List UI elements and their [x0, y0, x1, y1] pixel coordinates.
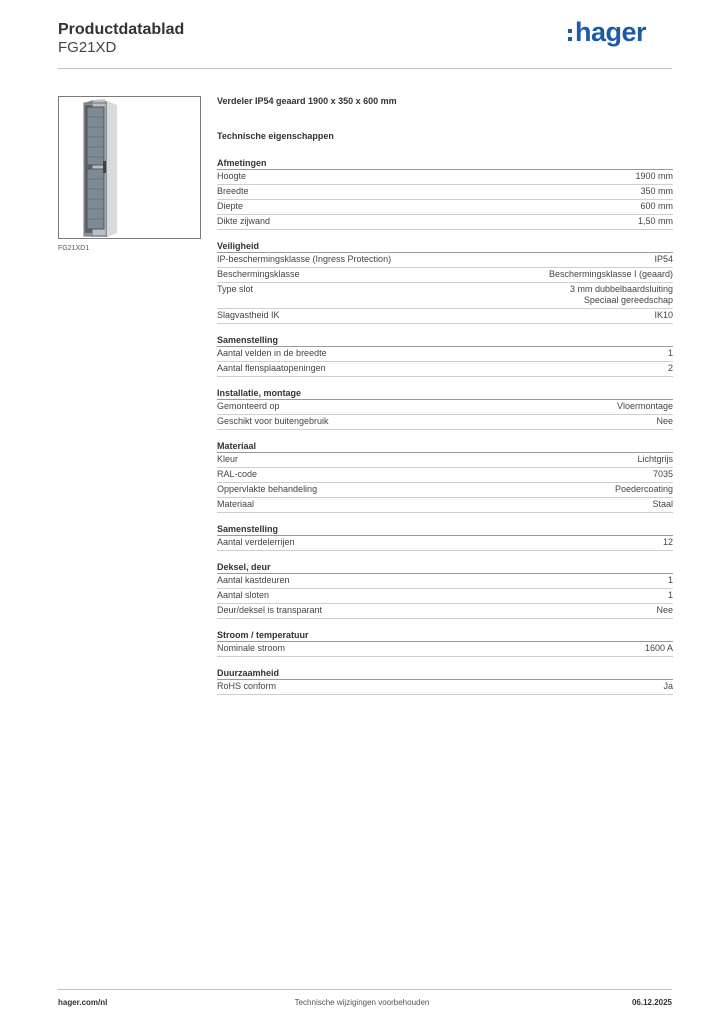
footer-notice: Technische wijzigingen voorbehouden — [294, 998, 430, 1007]
spec-label: Aantal kastdeuren — [217, 575, 290, 585]
spec-content — [217, 96, 673, 705]
product-image — [58, 96, 201, 239]
spec-label: Aantal flensplaatopeningen — [217, 363, 326, 373]
spec-row — [217, 483, 673, 498]
spec-value-line: Vloermontage — [616, 401, 673, 411]
spec-label: Oppervlakte behandeling — [217, 484, 318, 494]
spec-row — [217, 347, 673, 362]
spec-row — [217, 253, 673, 268]
spec-value-line: Ja — [663, 681, 673, 691]
spec-value — [654, 254, 673, 265]
spec-label: RoHS conform — [217, 681, 277, 691]
spec-value — [645, 643, 673, 654]
spec-value-line: IP54 — [654, 254, 673, 264]
spec-section — [217, 387, 673, 430]
spec-section — [217, 334, 673, 377]
spec-label: Deur/deksel is transparant — [217, 605, 323, 615]
spec-label: RAL-code — [217, 469, 258, 479]
spec-row — [217, 170, 673, 185]
spec-row — [217, 498, 673, 513]
spec-value — [635, 171, 673, 182]
spec-label: Beschermingsklasse — [217, 269, 300, 279]
spec-label: Materiaal — [217, 499, 255, 509]
spec-value-line: 1600 A — [644, 643, 673, 653]
spec-value — [663, 537, 673, 548]
hager-logo — [568, 17, 646, 47]
spec-value — [640, 201, 673, 212]
spec-label: Gemonteerd op — [217, 401, 280, 411]
spec-value — [663, 681, 673, 692]
section-title: Stroom / temperatuur — [217, 629, 673, 642]
spec-row — [217, 268, 673, 283]
spec-label: Dikte zijwand — [217, 216, 271, 226]
spec-label: Aantal sloten — [217, 590, 270, 600]
section-title: Samenstelling — [217, 523, 673, 536]
spec-value — [638, 216, 673, 227]
spec-section — [217, 440, 673, 513]
spec-value-line: Speciaal gereedschap — [583, 295, 673, 305]
spec-section — [217, 523, 673, 551]
spec-value-line: 3 mm dubbelbaardsluiting — [569, 284, 673, 294]
section-title: Materiaal — [217, 440, 673, 453]
spec-row — [217, 574, 673, 589]
spec-value-line: 7035 — [652, 469, 673, 479]
spec-value — [637, 454, 673, 465]
spec-label: Diepte — [217, 201, 244, 211]
spec-row — [217, 468, 673, 483]
spec-value-line: 1 — [667, 590, 673, 600]
spec-value-line: 1 — [667, 575, 673, 585]
spec-label: Aantal verdelerrijen — [217, 537, 295, 547]
spec-value-line: Nee — [656, 605, 673, 615]
section-title: Deksel, deur — [217, 561, 673, 574]
header-divider — [58, 68, 672, 69]
section-title: Samenstelling — [217, 334, 673, 347]
spec-label: Type slot — [217, 284, 254, 294]
logo-text: hager — [575, 17, 647, 47]
spec-label: Hoogte — [217, 171, 247, 181]
spec-value — [640, 186, 673, 197]
spec-value-line: Nee — [656, 416, 673, 426]
spec-value-line: Lichtgrijs — [637, 454, 673, 464]
spec-row — [217, 215, 673, 230]
spec-row — [217, 680, 673, 695]
spec-section — [217, 240, 673, 324]
spec-value — [668, 575, 673, 586]
footer-date: 06.12.2025 — [631, 998, 672, 1007]
spec-label: Breedte — [217, 186, 249, 196]
spec-value — [652, 499, 673, 510]
spec-value — [654, 310, 673, 321]
spec-section — [217, 157, 673, 230]
spec-label: Kleur — [217, 454, 239, 464]
spec-label: Nominale stroom — [217, 643, 286, 653]
logo-dots-icon — [568, 29, 572, 41]
spec-row — [217, 604, 673, 619]
spec-sections — [217, 157, 673, 695]
spec-section — [217, 561, 673, 619]
footer-website[interactable]: hager.com/nl — [58, 998, 108, 1007]
spec-value-line: 1900 mm — [635, 171, 673, 181]
spec-section — [217, 629, 673, 657]
spec-row — [217, 536, 673, 551]
spec-row — [217, 362, 673, 377]
spec-row — [217, 400, 673, 415]
section-title: Veiligheid — [217, 240, 673, 253]
spec-label: Slagvastheid IK — [217, 310, 280, 320]
spec-value — [570, 284, 673, 306]
spec-label: Aantal velden in de breedte — [217, 348, 327, 358]
spec-value-line: 2 — [667, 363, 673, 373]
spec-value-line: Beschermingsklasse I (geaard) — [548, 269, 673, 279]
page-title: Productdatablad — [58, 21, 185, 38]
spec-value — [668, 363, 673, 374]
spec-value-line: 1 — [667, 348, 673, 358]
spec-value-line: 1,50 mm — [637, 216, 673, 226]
spec-value-line: 350 mm — [640, 186, 673, 196]
spec-row — [217, 185, 673, 200]
spec-row — [217, 200, 673, 215]
spec-value — [615, 484, 673, 495]
spec-value-line: 12 — [662, 537, 673, 547]
spec-row — [217, 415, 673, 430]
spec-value — [668, 348, 673, 359]
product-code: FG21XD — [58, 39, 117, 56]
spec-row — [217, 453, 673, 468]
spec-section — [217, 667, 673, 695]
image-caption: FG21XD1 — [58, 245, 90, 252]
cabinet-illustration-icon — [59, 97, 200, 238]
spec-value-line: IK10 — [654, 310, 673, 320]
section-title: Installatie, montage — [217, 387, 673, 400]
spec-value — [668, 590, 673, 601]
section-title: Afmetingen — [217, 157, 673, 170]
tech-properties-title: Technische eigenschappen — [217, 131, 334, 141]
spec-value — [656, 605, 673, 616]
product-description: Verdeler IP54 geaard 1900 x 350 x 600 mm — [217, 96, 397, 106]
spec-row — [217, 589, 673, 604]
spec-value — [653, 469, 673, 480]
spec-value-line: 600 mm — [640, 201, 673, 211]
spec-value — [549, 269, 673, 280]
spec-value-line: Staal — [652, 499, 673, 509]
spec-label: IP-beschermingsklasse (Ingress Protection) — [217, 254, 392, 264]
spec-value-line: Poedercoating — [614, 484, 673, 494]
spec-label: Geschikt voor buitengebruik — [217, 416, 329, 426]
footer-divider — [58, 989, 672, 990]
spec-row — [217, 309, 673, 324]
spec-row — [217, 283, 673, 309]
spec-value — [656, 416, 673, 427]
spec-value — [617, 401, 673, 412]
spec-row — [217, 642, 673, 657]
section-title: Duurzaamheid — [217, 667, 673, 680]
